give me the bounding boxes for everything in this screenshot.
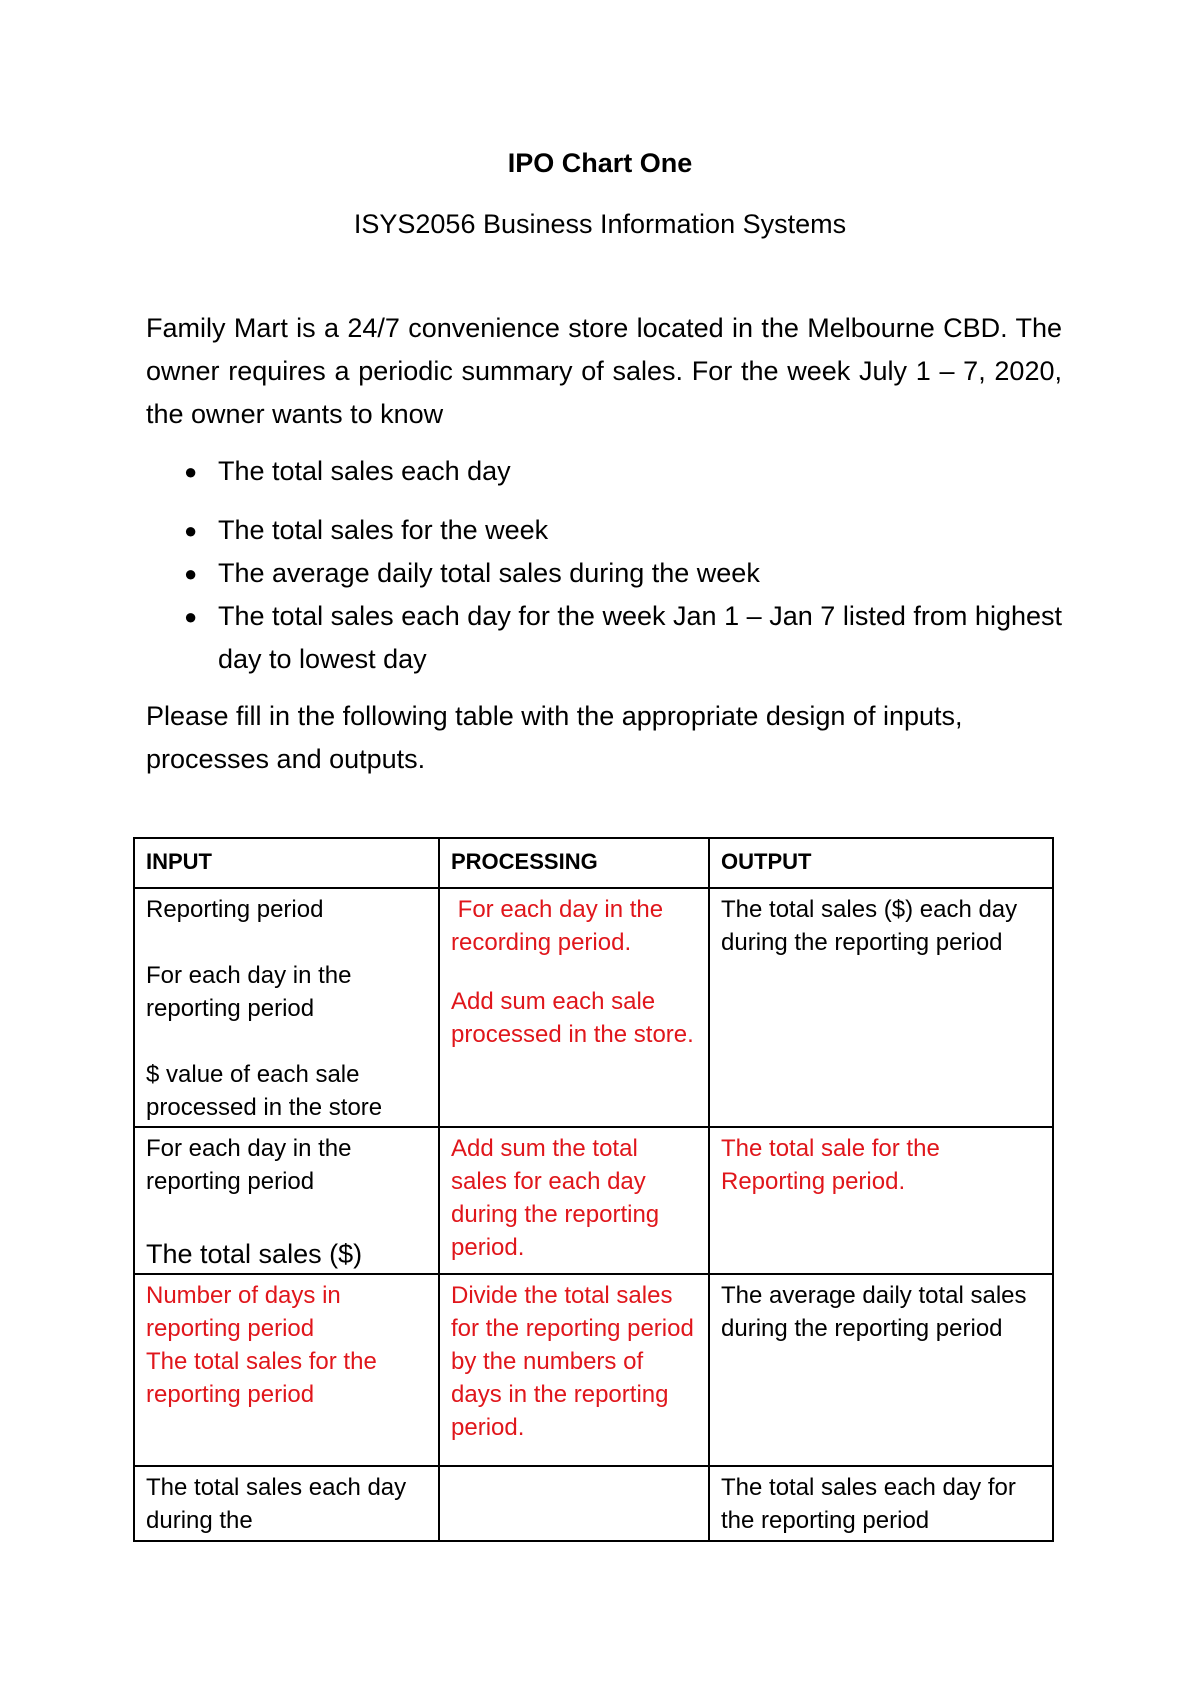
- document-title: IPO Chart One: [507, 148, 693, 178]
- bullet-icon: ●: [184, 518, 198, 543]
- processing-cell: For each day in the recording period. Add sum each sale processed in the store.: [439, 888, 709, 1127]
- output-cell: The total sale for the Reporting period.: [709, 1127, 1053, 1274]
- input-cell: For each day in the reporting period The total sales ($): [134, 1127, 439, 1274]
- table-row: [134, 1466, 1053, 1541]
- instruction-paragraph: Please fill in the following table with the appropriate design of inputs, processes and outputs.: [146, 701, 963, 774]
- list-item: ● The average daily total sales during the week: [146, 552, 1062, 595]
- column-header-output: OUTPUT: [709, 838, 1053, 888]
- input-cell: Reporting period For each day in the reporting period $ value of each sale processed in the store: [134, 888, 439, 1127]
- requirements-list: [146, 450, 1062, 681]
- course-subtitle: ISYS2056 Business Information Systems: [353, 209, 847, 239]
- ipo-table: [133, 837, 1054, 1542]
- list-item: ● The total sales for the week: [146, 509, 1062, 552]
- table-row: [134, 1127, 1053, 1274]
- processing-cell: [439, 1466, 709, 1541]
- input-cell: Number of days in reporting period The total sales for the reporting period: [134, 1274, 439, 1466]
- list-item: ● The total sales each day for the week Jan 1 – Jan 7 listed from highest day to lowest day: [146, 595, 1062, 681]
- input-cell: The total sales each day during the: [134, 1466, 439, 1541]
- output-cell: The total sales each day for the reporting period: [709, 1466, 1053, 1541]
- table-row: [134, 1274, 1053, 1466]
- intro-paragraph: Family Mart is a 24/7 convenience store located in the Melbourne CBD. The owner requires a periodic summary of sales. For the week July 1 – 7, 2020, the owner wants to know: [146, 313, 1062, 429]
- output-cell: The average daily total sales during the reporting period: [709, 1274, 1053, 1466]
- bullet-icon: ●: [184, 459, 198, 484]
- bullet-icon: ●: [184, 561, 198, 586]
- output-cell: The total sales ($) each day during the reporting period: [709, 888, 1053, 1127]
- column-header-input: INPUT: [134, 838, 439, 888]
- column-header-processing: PROCESSING: [439, 838, 709, 888]
- list-item: ● The total sales each day: [146, 450, 1062, 493]
- table-header-row: [134, 838, 1053, 888]
- table-row: [134, 888, 1053, 1127]
- processing-cell: Divide the total sales for the reporting period by the numbers of days in the reporting period.: [439, 1274, 709, 1466]
- processing-cell: Add sum the total sales for each day during the reporting period.: [439, 1127, 709, 1274]
- bullet-icon: ●: [184, 604, 198, 629]
